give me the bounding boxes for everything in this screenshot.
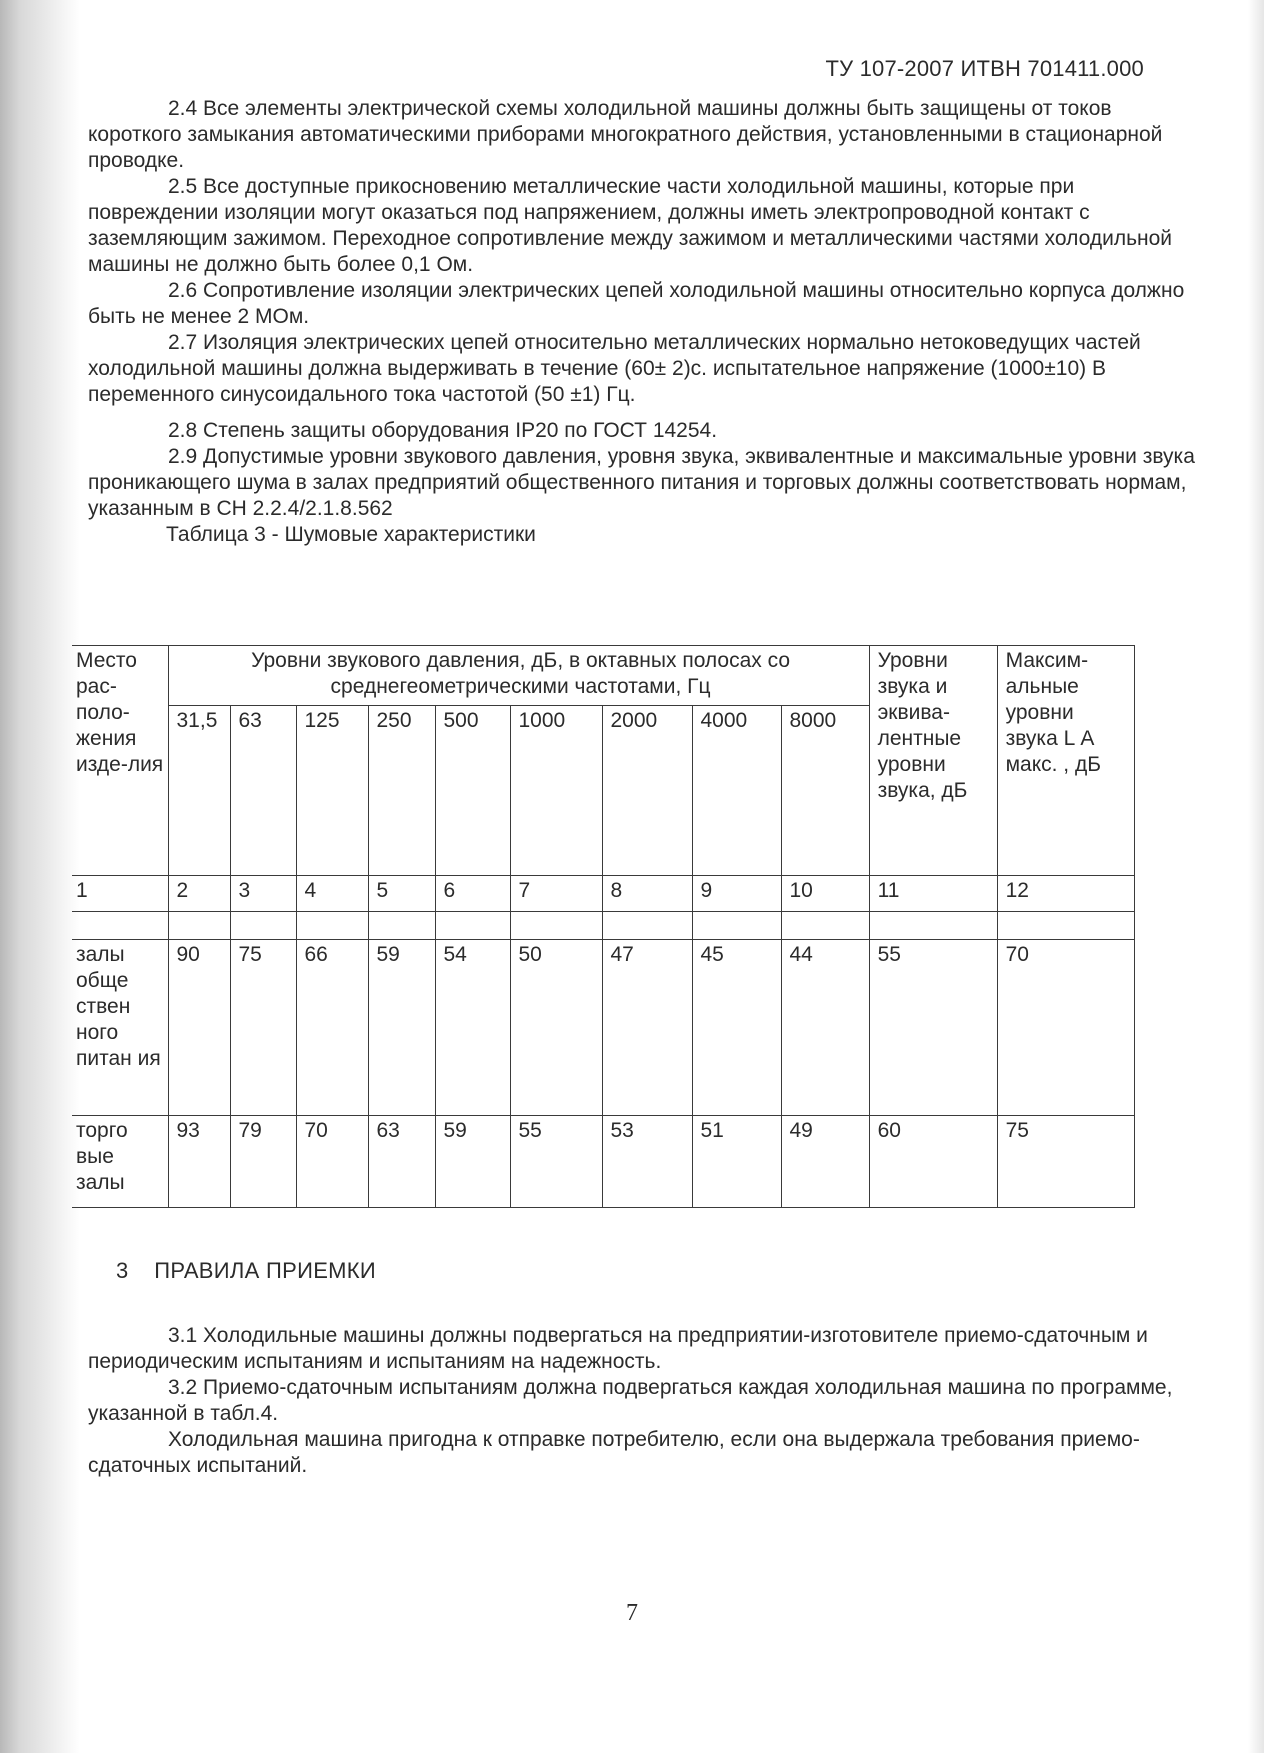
paragraph-3-3: Холодильная машина пригодна к отправке потребителю, если она выдержала требования приемо-сдаточных испытаний. [88, 1428, 1140, 1477]
value-cell: 53 [602, 1116, 692, 1208]
freq-cell: 31,5 [168, 706, 230, 876]
column-number: 6 [435, 876, 510, 912]
header-equivalent-levels: Уровни звука и эквива-лентные уровни звука, дБ [869, 646, 997, 876]
table-caption: Таблица 3 - Шумовые характеристики [166, 523, 536, 546]
column-number: 7 [510, 876, 602, 912]
row-location: залы обще ствен ного питан ия [72, 940, 168, 1116]
paragraph-2-5: 2.5 Все доступные прикосновению металлические части холодильной машины, которые при повреждении изоляции могут оказаться под напряжением, должны иметь электропроводной контакт с заземляющим зажимом. Переходное сопротивление между зажимом и металлическими частями холодильной машины не должно быть более 0,1 Ом. [88, 175, 1173, 276]
column-number: 3 [230, 876, 296, 912]
freq-cell: 500 [435, 706, 510, 876]
freq-cell: 1000 [510, 706, 602, 876]
empty-cell [510, 912, 602, 940]
scan-left-edge-shadow [0, 0, 80, 1753]
value-cell: 70 [296, 1116, 368, 1208]
empty-cell [72, 912, 168, 940]
value-cell: 59 [435, 1116, 510, 1208]
empty-cell [435, 912, 510, 940]
empty-cell [602, 912, 692, 940]
value-cell: 75 [230, 940, 296, 1116]
value-cell: 54 [435, 940, 510, 1116]
column-number: 11 [869, 876, 997, 912]
section-title: ПРАВИЛА ПРИЕМКИ [154, 1258, 377, 1283]
value-cell: 50 [510, 940, 602, 1116]
column-number: 2 [168, 876, 230, 912]
freq-cell: 8000 [781, 706, 869, 876]
table-row [72, 1116, 1134, 1208]
paragraph-2-4: 2.4 Все элементы электрической схемы холодильной машины должны быть защищены от токов короткого замыкания автоматическими приборами многократного действия, установленными в стационарной проводке. [88, 97, 1163, 172]
value-cell: 93 [168, 1116, 230, 1208]
document-code-header: ТУ 107-2007 ИТВН 701411.000 [825, 56, 1144, 81]
row-location: торго вые залы [72, 1116, 168, 1208]
paragraph-3-2: 3.2 Приемо-сдаточным испытаниям должна подвергаться каждая холодильная машина по программе, указанной в табл.4. [88, 1376, 1173, 1425]
column-number-row [72, 876, 1134, 912]
value-cell: 45 [692, 940, 781, 1116]
freq-cell: 2000 [602, 706, 692, 876]
value-cell: 49 [781, 1116, 869, 1208]
empty-cell [230, 912, 296, 940]
value-cell: 75 [997, 1116, 1134, 1208]
freq-cell: 4000 [692, 706, 781, 876]
empty-cell [692, 912, 781, 940]
freq-cell: 250 [368, 706, 435, 876]
column-number: 5 [368, 876, 435, 912]
value-cell: 60 [869, 1116, 997, 1208]
paragraph-2-8: 2.8 Степень защиты оборудования IP20 по ГОСТ 14254. [168, 419, 718, 442]
empty-cell [368, 912, 435, 940]
empty-cell [997, 912, 1134, 940]
paragraph-3-1: 3.1 Холодильные машины должны подвергаться на предприятии-изготовителе приемо-сдаточным и периодическим испытаниям и испытаниям на надежность. [88, 1324, 1148, 1373]
value-cell: 47 [602, 940, 692, 1116]
paragraph-2-9: 2.9 Допустимые уровни звукового давления, уровня звука, эквивалентные и максимальные уровни звука проникающего шума в залах предприятий общественного питания и торговых должны соответствовать нормам, указанным в СН 2.2.4/2.1.8.562 [88, 445, 1195, 520]
acceptance-rules-text [88, 1323, 1198, 1479]
value-cell: 70 [997, 940, 1134, 1116]
value-cell: 59 [368, 940, 435, 1116]
value-cell: 51 [692, 1116, 781, 1208]
value-cell: 63 [368, 1116, 435, 1208]
column-number: 8 [602, 876, 692, 912]
noise-characteristics-table [72, 645, 1135, 1208]
page-number: 7 [626, 1600, 638, 1626]
freq-cell: 63 [230, 706, 296, 876]
column-number: 12 [997, 876, 1134, 912]
header-octave-bands: Уровни звукового давления, дБ, в октавных полосах со среднегеометрическими частотами, Гц [168, 646, 869, 706]
value-cell: 90 [168, 940, 230, 1116]
freq-cell: 125 [296, 706, 368, 876]
value-cell: 79 [230, 1116, 296, 1208]
value-cell: 66 [296, 940, 368, 1116]
header-location: Место рас-поло-жения изде-лия [72, 646, 168, 876]
empty-cell [168, 912, 230, 940]
column-number: 4 [296, 876, 368, 912]
column-number: 9 [692, 876, 781, 912]
value-cell: 55 [510, 1116, 602, 1208]
value-cell: 55 [869, 940, 997, 1116]
empty-row [72, 912, 1134, 940]
column-number: 10 [781, 876, 869, 912]
header-max-levels: Максим-альные уровни звука L А макс. , дБ [997, 646, 1134, 876]
section-number: 3 [116, 1258, 129, 1283]
empty-cell [781, 912, 869, 940]
section-3-heading [116, 1258, 376, 1284]
scan-right-edge-shadow [1248, 0, 1264, 1753]
value-cell: 44 [781, 940, 869, 1116]
table-row [72, 940, 1134, 1116]
column-number: 1 [72, 876, 168, 912]
paragraph-2-6: 2.6 Сопротивление изоляции электрических цепей холодильной машины относительно корпуса должно быть не менее 2 МОм. [88, 279, 1185, 328]
empty-cell [296, 912, 368, 940]
empty-cell [869, 912, 997, 940]
requirements-text [88, 96, 1198, 548]
paragraph-2-7: 2.7 Изоляция электрических цепей относительно металлических нормально нетоковедущих частей холодильной машины должна выдерживать в течение (60± 2)с. испытательное напряжение (1000±10) В переменного синусоидального тока частотой (50 ±1) Гц. [88, 331, 1141, 406]
